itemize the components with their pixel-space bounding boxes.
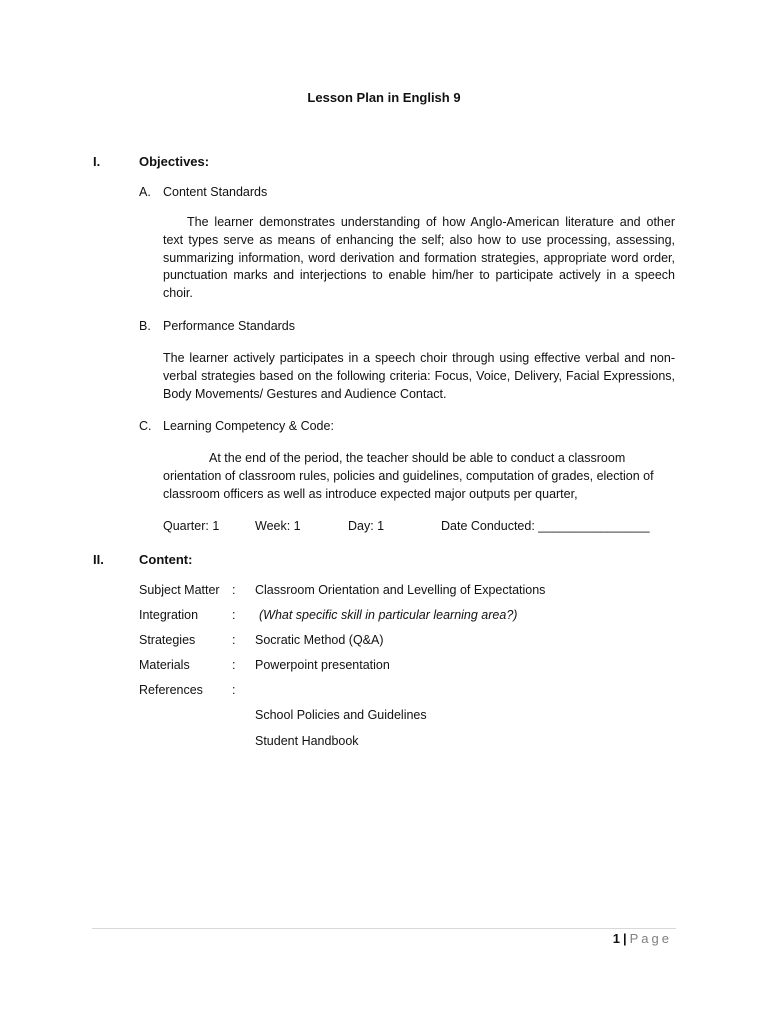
subsection-c-heading: Learning Competency & Code: [163,419,334,433]
page-label: Page [629,931,672,946]
row-colon: : [232,683,236,697]
page-number: 1 [612,931,620,946]
row-label: References [139,683,203,697]
quarter-value: Quarter: 1 [163,519,220,533]
row-colon: : [232,583,236,597]
section-1-number: I. [93,154,101,169]
document-title: Lesson Plan in English 9 [307,90,461,105]
page-footer [613,930,672,948]
section-2-number: II. [93,552,104,567]
performance-standards-text: The learner actively participates in a speech choir through using effective verbal and non-verbal strategies based on the following criteria: Focus, Voice, Delivery, Facial Expressions, Body Movements/ Gestures and Audience Contact. [163,351,675,401]
subsection-b-letter: B. [139,319,151,333]
row-label: Integration [139,608,199,622]
week-value: Week: 1 [255,519,301,533]
subsection-b-heading: Performance Standards [163,319,296,333]
row-colon: : [232,608,236,622]
subsection-a-heading: Content Standards [163,185,268,199]
section-2-heading: Content: [139,552,193,567]
quarter-row [0,518,768,536]
row-colon: : [232,633,236,647]
day-value: Day: 1 [348,519,385,533]
row-value: Classroom Orientation and Levelling of Expectations [255,583,546,597]
content-standards-text: The learner demonstrates understanding of how Anglo-American literature and other text types serve as means of enhancing the self; also how to use processing, assessing, summarizing information, word derivation and formation strategies, appropriate word order, punctuation marks and interjections to enable him/her to participate actively in a speech choir. [163,215,675,300]
date-conducted: Date Conducted: ________________ [441,519,650,533]
row-value: Socratic Method (Q&A) [255,633,384,647]
row-value: Powerpoint presentation [255,658,390,672]
learning-competency-text: At the end of the period, the teacher should be able to conduct a classroom orientation of classroom rules, policies and guidelines, computation of grades, election of classroom officers as well as introduce expected major outputs per quarter, [163,451,654,501]
section-1-heading: Objectives: [139,154,210,169]
row-value: (What specific skill in particular learning area?) [259,608,518,622]
row-label: Strategies [139,633,196,647]
reference-item: Student Handbook [255,734,359,748]
row-colon: : [232,658,236,672]
reference-item: School Policies and Guidelines [255,708,427,722]
footer-separator: | [622,931,627,946]
footer-divider [92,928,676,929]
subsection-a-letter: A. [139,185,151,199]
row-label: Subject Matter [139,583,220,597]
row-label: Materials [139,658,190,672]
subsection-c-letter: C. [139,419,152,433]
